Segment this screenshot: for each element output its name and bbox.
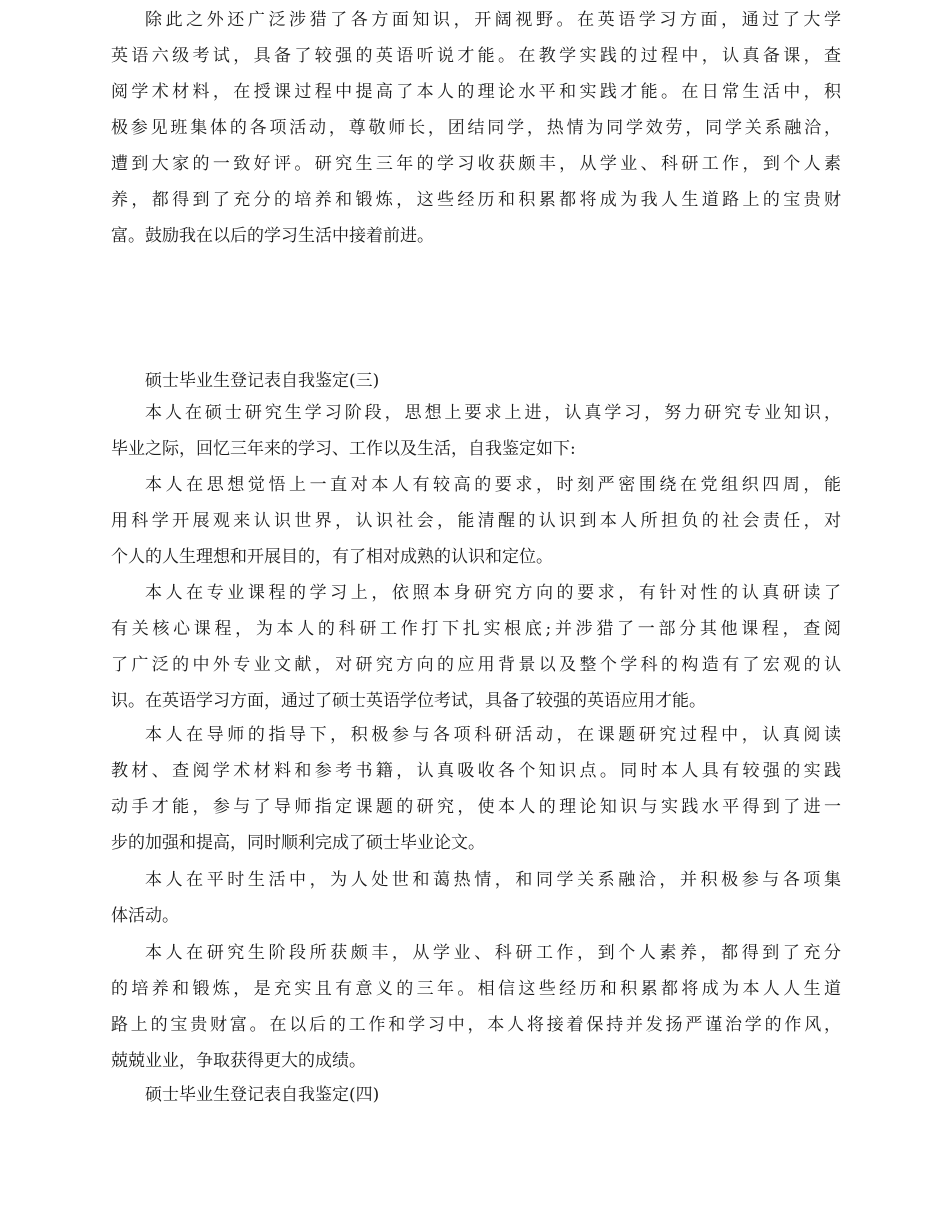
heading-text: 硕士毕业生登记表自我鉴定(四)	[145, 1085, 380, 1105]
text-line: 个人的人生理想和开展目的，有了相对成熟的认识和定位。	[111, 547, 553, 567]
text-line: 本人在导师的指导下，积极参与各项科研活动，在课题研究过程中，认真阅读	[145, 725, 841, 745]
paragraph-intro	[111, 395, 841, 467]
text-line: 英语六级考试，具备了较强的英语听说才能。在教学实践的过程中，认真备课，查	[111, 46, 841, 66]
text-line: 了广泛的中外专业文献，对研究方向的应用背景以及整个学科的构造有了宏观的认	[111, 655, 841, 675]
text-line: 本人在研究生阶段所获颇丰，从学业、科研工作，到个人素养，都得到了充分	[145, 943, 841, 963]
paragraph-coursework	[111, 575, 841, 719]
section-heading-3	[111, 363, 841, 399]
section-heading-4	[111, 1077, 841, 1113]
text-line: 用科学开展观来认识世界，认识社会，能清醒的认识到本人所担负的社会责任，对	[111, 511, 841, 531]
text-line: 本人在硕士研究生学习阶段，思想上要求上进，认真学习，努力研究专业知识，	[145, 403, 841, 423]
text-line: 富。鼓励我在以后的学习生活中接着前进。	[111, 226, 434, 246]
text-line: 毕业之际，回忆三年来的学习、工作以及生活，自我鉴定如下:	[111, 439, 576, 459]
text-line: 体活动。	[111, 906, 179, 926]
text-line: 路上的宝贵财富。在以后的工作和学习中，本人将接着保持并发扬严谨治学的作风，	[111, 1015, 841, 1035]
text-line: 极参见班集体的各项活动，尊敬师长，团结同学，热情为同学效劳，同学关系融洽，	[111, 118, 841, 138]
text-line: 除此之外还广泛涉猎了各方面知识，开阔视野。在英语学习方面，通过了大学	[145, 10, 841, 30]
paragraph-continuation	[111, 2, 841, 254]
text-line: 有关核心课程，为本人的科研工作打下扎实根底;并涉猎了一部分其他课程，查阅	[111, 619, 841, 639]
heading-text: 硕士毕业生登记表自我鉴定(三)	[145, 371, 380, 391]
paragraph-ideology	[111, 467, 841, 575]
text-line: 本人在专业课程的学习上，依照本身研究方向的要求，有针对性的认真研读了	[145, 583, 841, 603]
text-line: 步的加强和提高，同时顺利完成了硕士毕业论文。	[111, 833, 485, 853]
text-line: 识。在英语学习方面，通过了硕士英语学位考试，具备了较强的英语应用才能。	[111, 691, 706, 711]
text-line: 本人在思想觉悟上一直对本人有较高的要求，时刻严密围绕在党组织四周，能	[145, 475, 841, 495]
text-line: 遭到大家的一致好评。研究生三年的学习收获颇丰，从学业、科研工作，到个人素	[111, 154, 841, 174]
paragraph-summary	[111, 935, 841, 1079]
text-line: 教材、查阅学术材料和参考书籍，认真吸收各个知识点。同时本人具有较强的实践	[111, 761, 841, 781]
text-line: 阅学术材料，在授课过程中提高了本人的理论水平和实践才能。在日常生活中，积	[111, 82, 841, 102]
text-line: 本人在平时生活中，为人处世和蔼热情，和同学关系融洽，并积极参与各项集	[145, 870, 841, 890]
text-line: 兢兢业业，争取获得更大的成绩。	[111, 1051, 366, 1071]
text-line: 的培养和锻炼，是充实且有意义的三年。相信这些经历和积累都将成为本人人生道	[111, 979, 841, 999]
paragraph-research	[111, 717, 841, 861]
text-line: 养，都得到了充分的培养和锻炼，这些经历和积累都将成为我人生道路上的宝贵财	[111, 190, 841, 210]
text-line: 动手才能，参与了导师指定课题的研究，使本人的理论知识与实践水平得到了进一	[111, 797, 841, 817]
paragraph-daily-life	[111, 862, 841, 934]
